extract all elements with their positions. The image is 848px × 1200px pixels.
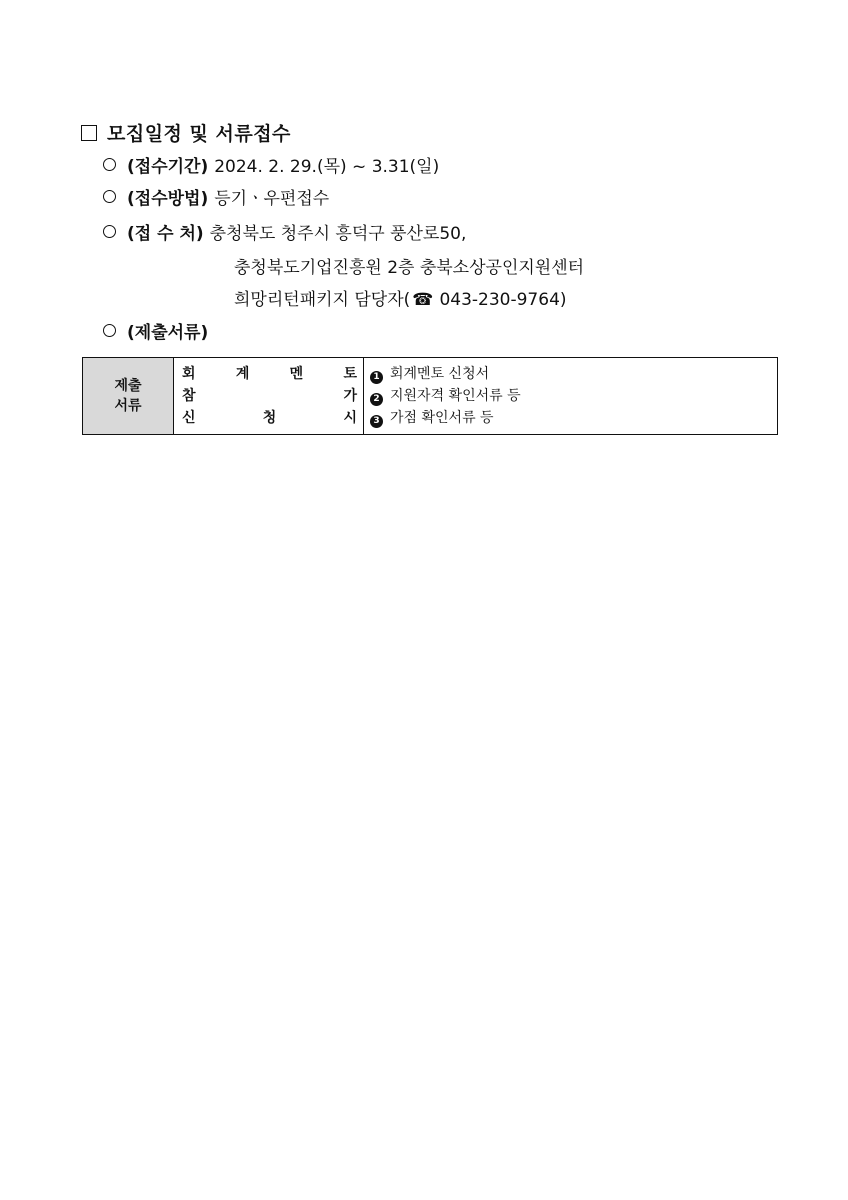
info-row-place: [103, 223, 466, 245]
list-item: [370, 363, 771, 385]
circle-bullet-icon: [103, 190, 116, 203]
table-header-cell: [83, 358, 174, 435]
item-text: 회계멘토 신청서: [390, 366, 490, 382]
number-badge-icon: 3: [370, 415, 383, 428]
row-value: 충청북도 청주시 흥덕구 풍산로50,: [209, 224, 467, 244]
phone-number: 043-230-9764): [439, 290, 567, 310]
number-badge-icon: 2: [370, 393, 383, 406]
contact-person: 희망리턴패키지 담당자(: [234, 290, 411, 310]
row-label: (접수기간): [127, 157, 209, 177]
number-badge-icon: 1: [370, 371, 383, 384]
category-hoegye-mentor: 회 계 멘 토: [182, 366, 357, 382]
circle-bullet-icon: [103, 324, 116, 337]
list-item: [370, 407, 771, 429]
row-label: (접 수 처): [127, 224, 204, 244]
row-label: (제출서류): [127, 323, 209, 343]
square-bullet-icon: [81, 125, 97, 141]
item-text: 지원자격 확인서류 등: [390, 388, 521, 404]
header-line: 서류: [114, 398, 142, 414]
address-line-2: 충청북도기업진흥원 2층 충북소상공인지원센터: [234, 258, 585, 278]
section-heading: [81, 119, 291, 146]
row-value: 등기ㆍ우편접수: [214, 189, 330, 209]
item-text: 가점 확인서류 등: [390, 410, 494, 426]
row-value: 2024. 2. 29.(목) ~ 3.31(일): [214, 157, 440, 177]
header-line: 제출: [114, 378, 142, 394]
info-row-period: [103, 156, 439, 178]
row-label: (접수방법): [127, 189, 209, 209]
list-item: [370, 385, 771, 407]
address-line-3: [234, 289, 567, 311]
documents-cell: [364, 358, 778, 435]
category-participation: 참 가: [182, 388, 357, 404]
category-cell: [174, 358, 364, 435]
circle-bullet-icon: [103, 225, 116, 238]
documents-table: [82, 357, 778, 435]
info-row-documents: [103, 322, 214, 344]
circle-bullet-icon: [103, 158, 116, 171]
info-row-method: [103, 188, 329, 210]
category-application: 신 청 시: [182, 410, 357, 426]
telephone-icon: ☎: [412, 290, 434, 310]
section-title: 모집일정 및 서류접수: [107, 123, 291, 145]
